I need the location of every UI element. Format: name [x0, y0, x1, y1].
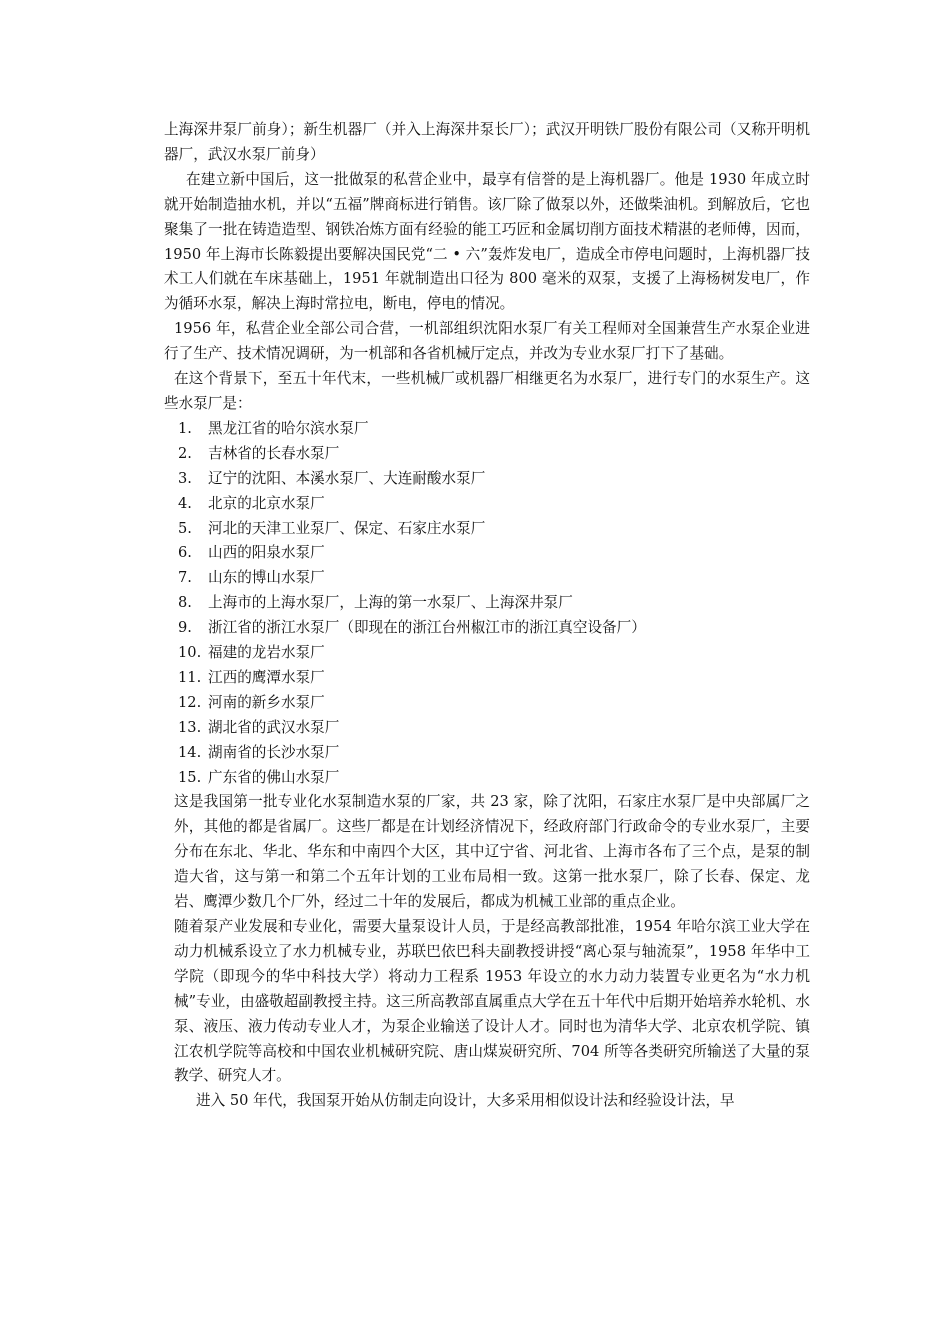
list-item-text: 江西的鹰潭水泵厂	[208, 668, 325, 686]
list-item-number: 11.	[178, 668, 202, 686]
paragraph-education: 随着泵产业发展和专业化，需要大量泵设计人员，于是经高教部批准，1954 年哈尔滨工业大学在动力机械系设立了水力机械专业，苏联巴依巴科夫副教授讲授“离心泵与轴流泵”，1958 年华中工学院（即现今的华中科技大学）将动力工程系 1953 年设立的水力动力装置专业更名为“水力机械”专业，由盛敬超副教授主持。这三所高教部直属重点大学在五十年代中后期开始培养水轮机、水泵、液压、液力传动专业人才，为泵企业输送了设计人才。同时也为清华大学、北京农机学院、镇江农机学院等高校和中国农业机械研究院、唐山煤炭研究所、704 所等各类研究所输送了大量的泵教学、研究人才。	[174, 918, 810, 1085]
document-page	[164, 118, 810, 1114]
list-item	[164, 741, 810, 766]
paragraph-continuation: 上海深井泵厂前身）；新生机器厂（并入上海深井泵长厂）；武汉开明铁厂股份有限公司（又称开明机器厂，武汉水泵厂前身）	[164, 121, 810, 163]
paragraph-shanghai-machine-factory: 在建立新中国后，这一批做泵的私营企业中，最享有信誉的是上海机器厂。他是 1930 年成立时就开始制造抽水机，并以“五福”牌商标进行销售。该厂除了做泵以外，还做柴油机。到解放后，它也聚集了一批在铸造造型、钢铁冶炼方面有经验的能工巧匠和金属切削方面技术精湛的老师傅，因而，1950 年上海市长陈毅提出要解决国民党“二 • 六”轰炸发电厂，造成全市停电问题时，上海机器厂技术工人们就在车床基础上，1951 年就制造出口径为 800 毫米的双泵，支援了上海杨树发电厂，作为循环水泵，解决上海时常拉电，断电，停电的情况。	[164, 170, 810, 313]
list-item-number: 3.	[178, 469, 192, 487]
list-item	[164, 641, 810, 666]
list-item-text: 河南的新乡水泵厂	[208, 693, 325, 711]
list-item	[164, 541, 810, 566]
closing-section	[164, 790, 810, 1114]
list-item-number: 5.	[178, 519, 192, 537]
list-item-text: 黑龙江省的哈尔滨水泵厂	[208, 419, 369, 437]
list-item-text: 吉林省的长春水泵厂	[208, 444, 340, 462]
list-item	[164, 616, 810, 641]
list-item-number: 13.	[178, 718, 202, 736]
list-item-number: 6.	[178, 544, 192, 562]
list-item-number: 14.	[178, 743, 202, 761]
list-item	[164, 566, 810, 591]
list-item	[164, 716, 810, 741]
list-item-text: 北京的北京水泵厂	[208, 494, 325, 512]
list-item	[164, 517, 810, 542]
list-item-number: 9.	[178, 619, 192, 637]
list-item-text: 辽宁的沈阳、本溪水泵厂、大连耐酸水泵厂	[208, 469, 486, 487]
list-item-number: 1.	[178, 419, 192, 437]
list-item	[164, 442, 810, 467]
list-item-text: 福建的龙岩水泵厂	[208, 644, 325, 662]
list-item-text: 浙江省的浙江水泵厂（即现在的浙江台州椒江市的浙江真空设备厂）	[208, 619, 646, 637]
list-item-number: 7.	[178, 569, 192, 587]
list-item-text: 山西的阳泉水泵厂	[208, 544, 325, 562]
list-item	[164, 467, 810, 492]
list-item-number: 12.	[178, 693, 202, 711]
list-item-text: 广东省的佛山水泵厂	[208, 768, 340, 786]
list-item-number: 15.	[178, 768, 202, 786]
paragraph-first-batch-summary: 这是我国第一批专业化水泵制造水泵的厂家，共 23 家，除了沈阳，石家庄水泵厂是中央部属厂之外，其他的都是省属厂。这些厂都是在计划经济情况下，经政府部门行政命令的专业水泵厂，主要分布在东北、华北、华东和中南四个大区，其中辽宁省、河北省、上海市各布了三个点，是泵的制造大省，这与第一和第二个五年计划的工业布局相一致。这第一批水泵厂，除了长春、保定、龙岩、鹰潭少数几个厂外，经过二十年的发展后，都成为机械工业部的重点企业。	[174, 793, 810, 911]
list-item-number: 10.	[178, 644, 202, 662]
pump-factory-list	[164, 417, 810, 791]
paragraph-1950s-design: 进入 50 年代，我国泵开始从仿制走向设计，大多采用相似设计法和经验设计法，早	[196, 1092, 735, 1110]
list-item	[164, 766, 810, 791]
paragraph-background: 在这个背景下，至五十年代末，一些机械厂或机器厂相继更名为水泵厂，进行专门的水泵生产。这些水泵厂是：	[164, 370, 810, 412]
list-item-text: 山东的博山水泵厂	[208, 569, 325, 587]
list-item-text: 上海市的上海水泵厂，上海的第一水泵厂、上海深井泵厂	[208, 594, 573, 612]
list-item	[164, 666, 810, 691]
list-item-text: 湖北省的武汉水泵厂	[208, 718, 340, 736]
list-item-number: 4.	[178, 494, 192, 512]
list-item	[164, 591, 810, 616]
list-item-number: 8.	[178, 594, 192, 612]
list-item-text: 河北的天津工业泵厂、保定、石家庄水泵厂	[208, 519, 486, 537]
paragraph-1956-merger: 1956 年，私营企业全部公司合营，一机部组织沈阳水泵厂有关工程师对全国兼营生产水泵企业进行了生产、技术情况调研，为一机部和各省机械厅定点，并改为专业水泵厂打下了基础。	[164, 320, 810, 363]
list-item	[164, 417, 810, 442]
list-item	[164, 492, 810, 517]
list-item-text: 湖南省的长沙水泵厂	[208, 743, 340, 761]
list-item	[164, 691, 810, 716]
list-item-number: 2.	[178, 444, 192, 462]
